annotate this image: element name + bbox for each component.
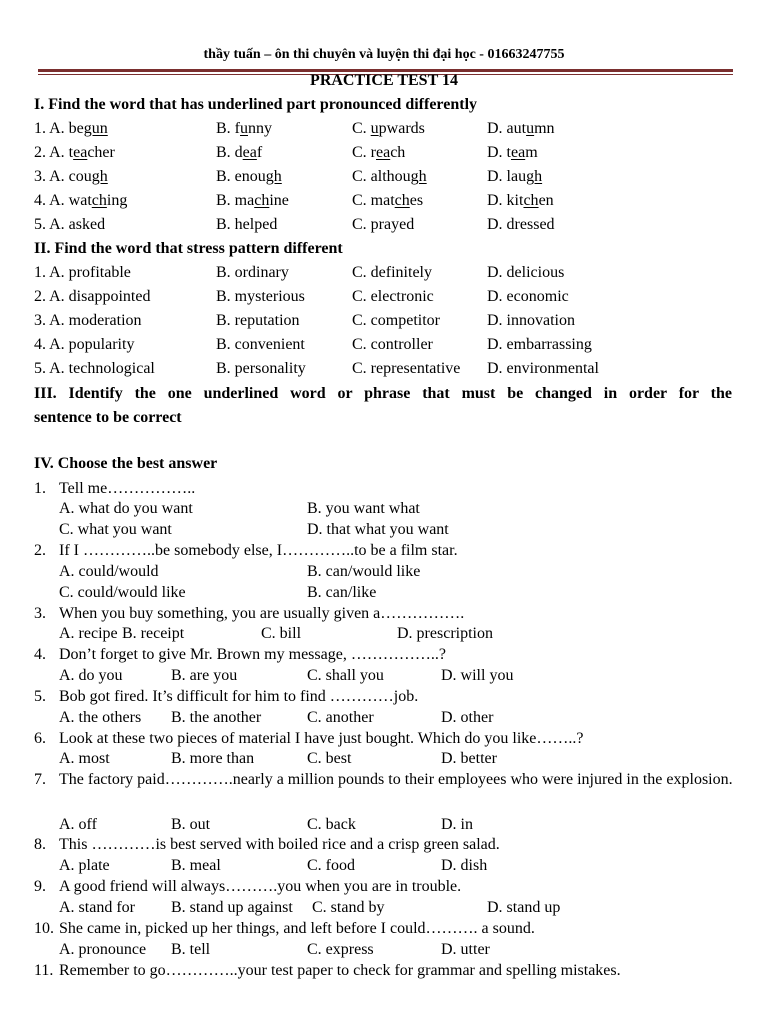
- section1-option: B. deaf: [216, 144, 263, 161]
- section2-option: 3. A. moderation: [34, 312, 142, 329]
- section4-heading: IV. Choose the best answer: [34, 455, 218, 472]
- section2-option: C. controller: [352, 336, 433, 353]
- section2-option: C. definitely: [352, 264, 432, 281]
- section2-option: D. environmental: [487, 360, 599, 377]
- section2-option: 2. A. disappointed: [34, 288, 151, 305]
- section2-option: B. mysterious: [216, 288, 305, 305]
- section1-option: 3. A. cough: [34, 168, 108, 185]
- section1-option: 4. A. watching: [34, 192, 128, 209]
- section1-option: D. kitchen: [487, 192, 554, 209]
- section1-option: C. although: [352, 168, 427, 185]
- section2-option: 4. A. popularity: [34, 336, 135, 353]
- section1-option: D. dressed: [487, 216, 555, 233]
- section1-option: B. machine: [216, 192, 289, 209]
- section1-option: D. team: [487, 144, 538, 161]
- section2-option: B. reputation: [216, 312, 300, 329]
- section2-option: D. economic: [487, 288, 569, 305]
- page-header: thầy tuấn – ôn thi chuyên và luyện thi đại học - 01663247755: [203, 47, 565, 62]
- section1-option: C. reach: [352, 144, 406, 161]
- section1-option: D. autumn: [487, 120, 555, 137]
- section1-option: 2. A. teacher: [34, 144, 115, 161]
- section1-heading: I. Find the word that has underlined part pronounced differently: [34, 96, 478, 113]
- section1-option: B. funny: [216, 120, 272, 137]
- section2-option: 5. A. technological: [34, 360, 155, 377]
- section3-heading: III. Identify the one underlined word or phrase that must be changed in order for the: [34, 385, 732, 402]
- section2-option: B. ordinary: [216, 264, 289, 281]
- section1-option: C. upwards: [352, 120, 425, 137]
- section1-option: D. laugh: [487, 168, 543, 185]
- section2-heading: II. Find the word that stress pattern different: [34, 240, 343, 257]
- section2-option: B. personality: [216, 360, 306, 377]
- section2-option: C. representative: [352, 360, 461, 377]
- section2-option: B. convenient: [216, 336, 305, 353]
- section2-option: 1. A. profitable: [34, 264, 131, 281]
- page-title: PRACTICE TEST 14: [310, 72, 458, 89]
- section1-option: C. prayed: [352, 216, 415, 233]
- section2-option: C. competitor: [352, 312, 440, 329]
- section1-option: 5. A. asked: [34, 216, 106, 233]
- section3-heading-cont: sentence to be correct: [34, 409, 182, 426]
- section1-option: B. enough: [216, 168, 282, 185]
- section1-option: C. matches: [352, 192, 424, 209]
- question-7-text: The factory paid………….nearly a million pounds to their employees who were injured in the explosion.: [59, 771, 733, 788]
- section2-option: D. embarrassing: [487, 336, 592, 353]
- section1-option: 1. A. begun: [34, 120, 108, 137]
- section2-option: D. delicious: [487, 264, 565, 281]
- section2-option: C. electronic: [352, 288, 434, 305]
- section2-option: D. innovation: [487, 312, 575, 329]
- section1-option: B. helped: [216, 216, 278, 233]
